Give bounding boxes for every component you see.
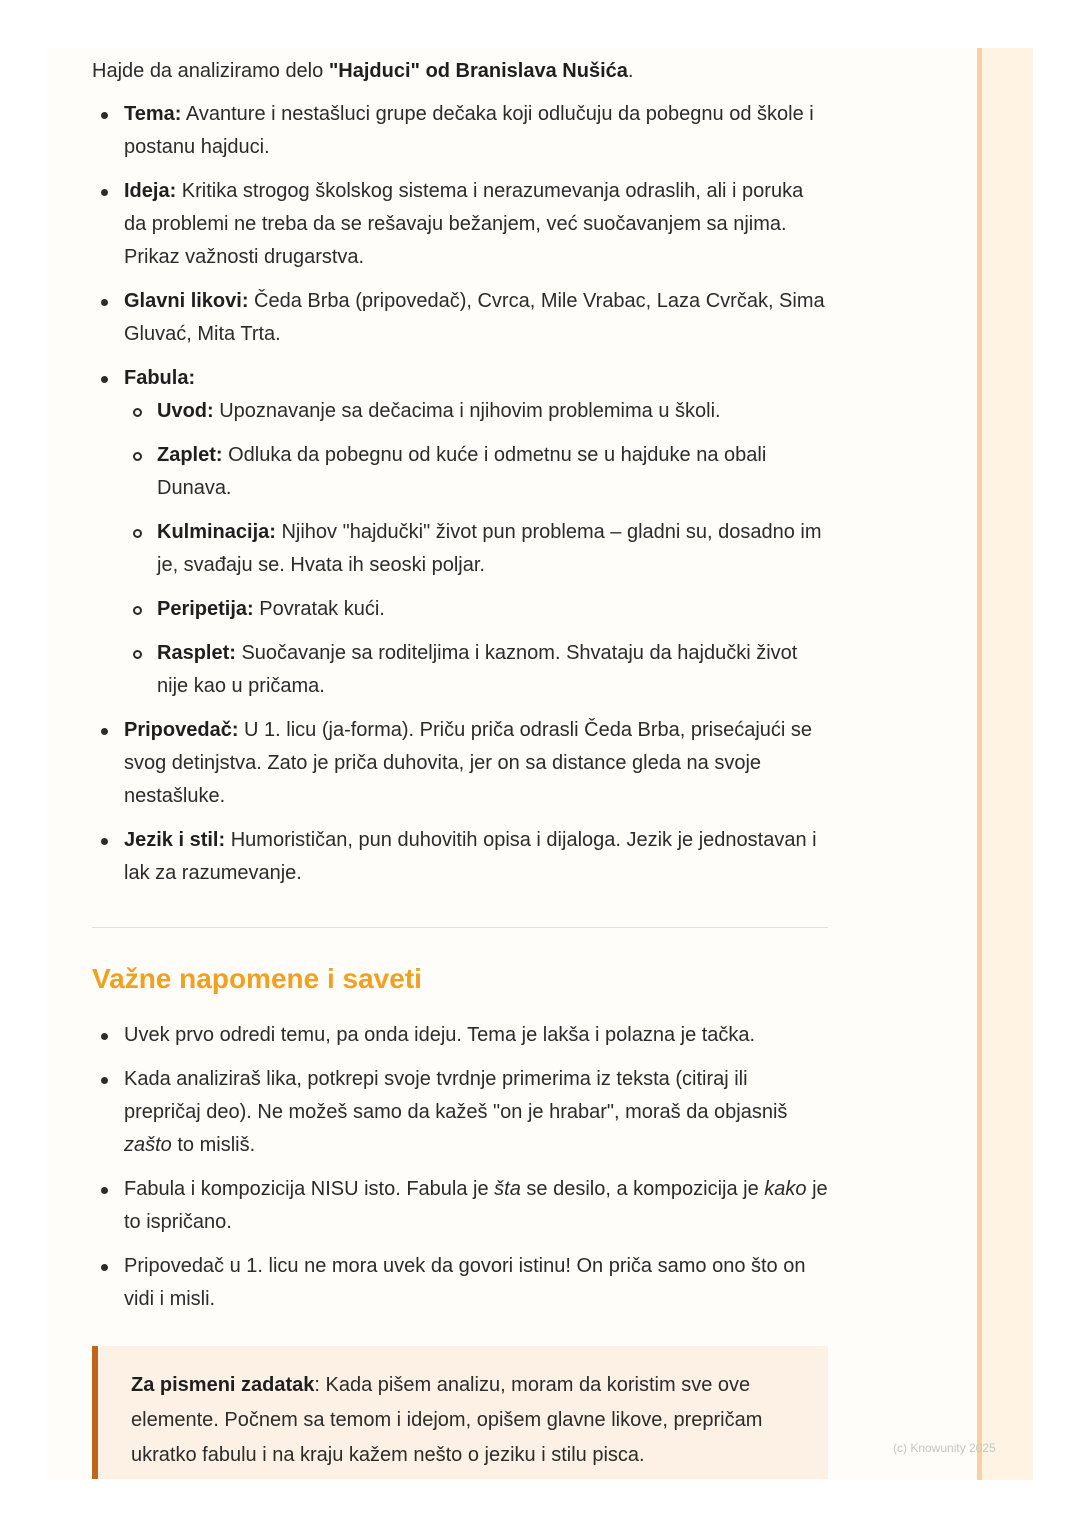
tip-item (92, 1019, 828, 1052)
item-label: Pripovedač: (124, 719, 239, 741)
callout-label: Za pismeni zadatak (131, 1374, 315, 1396)
tip-text: se desilo, a kompozicija je (520, 1178, 765, 1200)
callout-box (92, 1346, 828, 1479)
item-label: Fabula: (124, 367, 196, 389)
item-text: Povratak kući. (253, 598, 385, 620)
side-panel (977, 48, 1033, 1480)
tip-item (92, 1250, 828, 1316)
item-text: Humorističan, pun duhovitih opisa i dijaloga. Jezik je jednostavan i lak za razumevanje. (124, 829, 817, 884)
item-label: Ideja: (124, 180, 177, 202)
item-label: Rasplet: (157, 642, 236, 664)
fabula-list (124, 395, 828, 703)
item-label: Uvod: (157, 400, 214, 422)
list-item-fabula (92, 362, 828, 703)
item-label: Kulminacija: (157, 521, 276, 543)
tip-item (92, 1063, 828, 1162)
fabula-item-kulminacija (124, 516, 828, 582)
work-title: "Hajduci" od Branislava Nušića (328, 60, 628, 82)
list-item-tema (92, 98, 828, 164)
side-accent-line (977, 48, 982, 1480)
tip-emphasis: šta (494, 1178, 521, 1200)
item-text: Kritika strogog školskog sistema i nerazumevanja odraslih, ali i poruka da problemi ne treba da se rešavaju bežanjem, već suočavanjem sa njima. Prikaz važnosti drugarstva. (124, 180, 804, 268)
tip-emphasis: kako (764, 1178, 807, 1200)
tip-text: Kada analiziraš lika, potkrepi svoje tvrdnje primerima iz teksta (citiraj ili prepričaj deo). Ne možeš samo da kažeš "on je hrabar", moraš da objasniš (124, 1068, 788, 1123)
document-content (92, 55, 828, 1479)
intro-suffix: . (627, 60, 634, 82)
list-item-pripovedac (92, 714, 828, 813)
intro-paragraph (92, 55, 828, 88)
callout-text: : Kada pišem analizu, moram da koristim sve ove elemente. Počnem sa temom i idejom, opišem glavne likove, prepričam ukratko fabulu i na kraju kažem nešto o jeziku i stilu pisca. (131, 1374, 763, 1466)
item-text: U 1. licu (ja-forma). Priču priča odrasli Čeda Brba, prisećajući se svog detinjstva. Zato je priča duhovita, jer on sa distance gleda na svoje nestašluke. (124, 719, 813, 807)
list-item-ideja (92, 175, 828, 274)
tips-heading: Važne napomene i saveti (92, 963, 422, 994)
tip-text: to misliš. (171, 1134, 256, 1156)
item-text: Upoznavanje sa dečacima i njihovim problemima u školi. (213, 400, 721, 422)
watermark: (c) Knowunity 2025 (893, 1441, 996, 1455)
list-item-jezik-i-stil (92, 824, 828, 890)
list-item-glavni-likovi (92, 285, 828, 351)
tip-text: Uvek prvo odredi temu, pa onda ideju. Tema je lakša i polazna je tačka. (124, 1024, 756, 1046)
fabula-item-zaplet (124, 439, 828, 505)
fabula-item-peripetija (124, 593, 828, 626)
fabula-item-uvod (124, 395, 828, 428)
item-label: Tema: (124, 103, 182, 125)
item-text: Čeda Brba (pripovedač), Cvrca, Mile Vrabac, Laza Cvrčak, Sima Gluvać, Mita Trta. (124, 290, 825, 345)
fabula-item-rasplet (124, 637, 828, 703)
item-text: Suočavanje sa roditeljima i kaznom. Shvataju da hajdučki život nije kao u pričama. (157, 642, 798, 697)
tip-emphasis: zašto (124, 1134, 172, 1156)
intro-prefix: Hajde da analiziramo delo (92, 60, 329, 82)
item-label: Zaplet: (157, 444, 223, 466)
item-text: Njihov "hajdučki" život pun problema – gladni su, dosadno im je, svađaju se. Hvata ih seoski poljar. (157, 521, 822, 576)
tip-text: Pripovedač u 1. licu ne mora uvek da govori istinu! On priča samo ono što on vidi i misli. (124, 1255, 806, 1310)
tip-text: je to ispričano. (124, 1178, 828, 1233)
item-text: Avanture i nestašluci grupe dečaka koji odlučuju da pobegnu od škole i postanu hajduci. (124, 103, 814, 158)
analysis-list (92, 98, 828, 890)
tip-item (92, 1173, 828, 1239)
item-label: Jezik i stil: (124, 829, 226, 851)
item-label: Glavni likovi: (124, 290, 249, 312)
section-divider (92, 927, 828, 928)
item-text: Odluka da pobegnu od kuće i odmetnu se u hajduke na obali Dunava. (157, 444, 767, 499)
item-label: Peripetija: (157, 598, 254, 620)
tip-text: Fabula i kompozicija NISU isto. Fabula je (124, 1178, 495, 1200)
tips-list (92, 1019, 828, 1316)
